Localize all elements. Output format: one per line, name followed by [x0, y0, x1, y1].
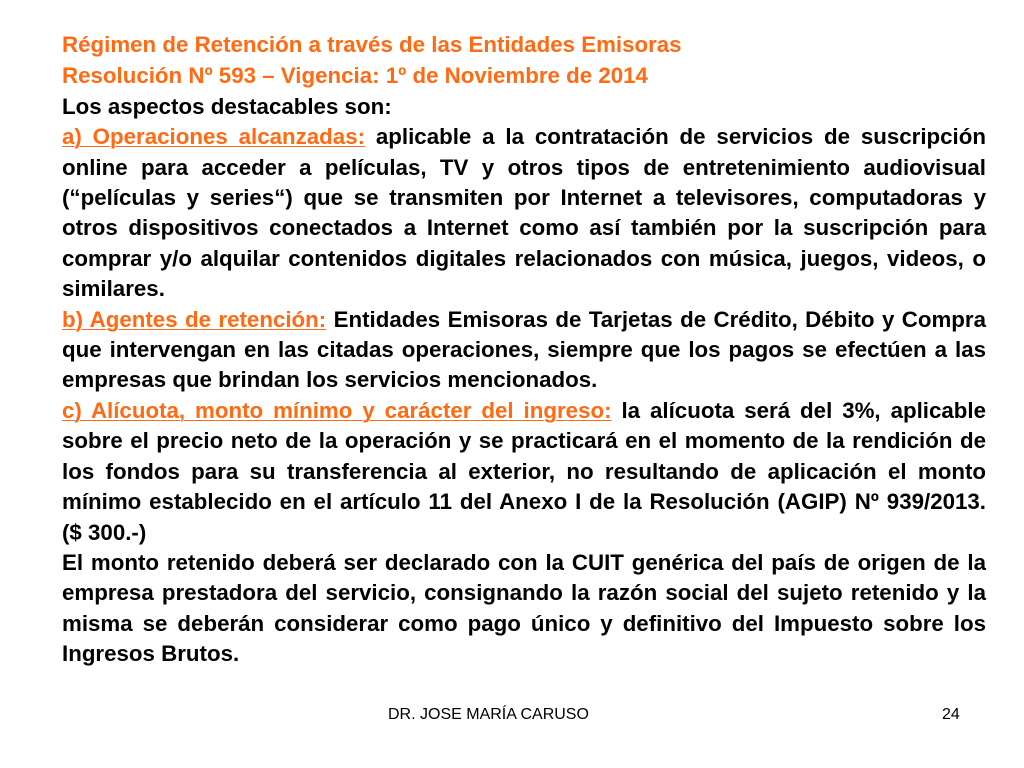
- item-label: c) Alícuota, monto mínimo y carácter del ingreso:: [62, 397, 612, 423]
- item-text: la alícuota será del 3%, aplicable sobre el precio neto de la operación y se practicará en el momento de la rendición de los fondos para su transferencia al exterior, no resultando de aplicación el monto mínimo establecido en el artículo 11 del Anexo I de la Resolución (AGIP) Nº 939/2013. ($ 300.-): [62, 397, 986, 545]
- slide-title: Régimen de Retención a través de las Entidades Emisoras: [62, 32, 682, 57]
- item-alicuota: [62, 396, 986, 548]
- intro-text: Los aspectos destacables son:: [62, 93, 392, 119]
- slide-content: [62, 30, 986, 670]
- item-agentes: [62, 305, 986, 396]
- item-label: a) Operaciones alcanzadas:: [62, 124, 366, 150]
- item-text: aplicable a la contratación de servicios de suscripción online para acceder a películas, TV y otros tipos de entretenimiento audiovisual (“películas y series“) que se transmiten por Internet a televisores, computadoras y otros dispositivos conectados a Internet como así también por la suscripción para comprar y/o alquilar contenidos digitales relacionados con música, juegos, videos, o similares.: [62, 124, 986, 302]
- slide-subtitle: Resolución Nº 593 – Vigencia: 1º de Noviembre de 2014: [62, 63, 648, 89]
- footer-author: DR. JOSE MARÍA CARUSO: [388, 706, 589, 723]
- footer-page-number: 24: [942, 706, 960, 723]
- item-text: Entidades Emisoras de Tarjetas de Crédito, Débito y Compra que intervengan en las citadas operaciones, siempre que los pagos se efectúen a las empresas que brindan los servicios mencionados.: [62, 306, 986, 393]
- item-operaciones: [62, 122, 986, 304]
- closing-paragraph: El monto retenido deberá ser declarado con la CUIT genérica del país de origen de la empresa prestadora del servicio, consignando la razón social del sujeto retenido y la misma se deberán considerar como pago único y definitivo del Impuesto sobre los Ingresos Brutos.: [62, 549, 986, 667]
- item-label: b) Agentes de retención:: [62, 306, 327, 332]
